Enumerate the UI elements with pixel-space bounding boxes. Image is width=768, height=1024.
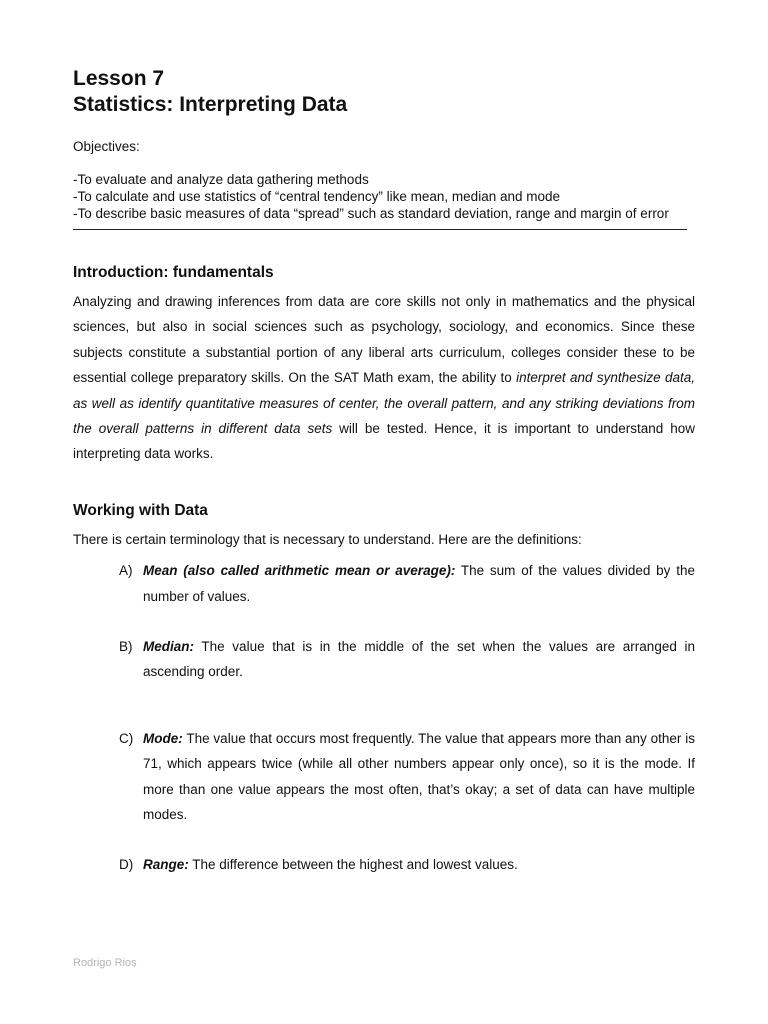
definitions-list [73,558,695,877]
lesson-number: Lesson 7 [73,67,165,90]
definition-text: The difference between the highest and lowest values. [188,856,518,872]
definition-letter: C) [119,730,134,746]
objective-item: -To calculate and use statistics of “central tendency” like mean, median and mode [73,189,561,204]
section-divider [73,229,687,230]
intro-heading: Introduction: fundamentals [73,264,274,281]
definition-item-range [73,852,695,877]
intro-text-after: will be tested. Hence, it is important to understand how interpreting data works. [73,421,696,462]
objective-item: -To evaluate and analyze data gathering methods [73,172,369,187]
definitions-intro: There is certain terminology that is necessary to understand. Here are the definitions: [73,531,582,547]
definition-letter: B) [119,639,133,655]
definition-letter: D) [119,856,134,872]
lesson-title: Statistics: Interpreting Data [73,93,348,116]
definition-term: Mode: [143,730,183,746]
definition-term: Mean (also called arithmetic mean or average): [143,563,456,579]
intro-paragraph [73,289,695,467]
document-page [73,66,695,877]
footer-author: Rodrigo Rios [73,957,137,969]
definition-term: Median: [143,639,195,655]
definition-item-mean [73,558,695,609]
objectives-label: Objectives: [73,139,140,154]
working-heading: Working with Data [73,501,208,519]
definition-letter: A) [119,563,133,579]
definition-text: The value that occurs most frequently. The value that appears more than any other is 71, which appears twice (while all other numbers appear only once), so it is the mode. If more than one value appears the most often, that’s okay; a set of data can have multiple modes. [143,730,695,823]
definition-item-median [73,634,695,685]
intro-text-before: Analyzing and drawing inferences from data are core skills not only in mathematics and the physical sciences, but also in social sciences such as psychology, sociology, and economics. Since these subjects constitute a substantial portion of any liberal arts curriculum, colleges consider these to be essential college preparatory skills. On the SAT Math exam, the ability to [73,294,695,386]
definition-text: The sum of the values divided by the number of values. [143,563,695,604]
definition-text: The value that is in the middle of the set when the values are arranged in ascending order. [143,639,695,680]
definition-term: Range: [143,856,189,872]
definition-item-mode [73,726,695,828]
objective-item: -To describe basic measures of data “spread” such as standard deviation, range and margin of error [73,206,669,221]
intro-text-italic: interpret and synthesize data, as well as identify quantitative measures of center, the overall pattern, and any striking deviations from the overall patterns in different data sets [73,370,695,437]
